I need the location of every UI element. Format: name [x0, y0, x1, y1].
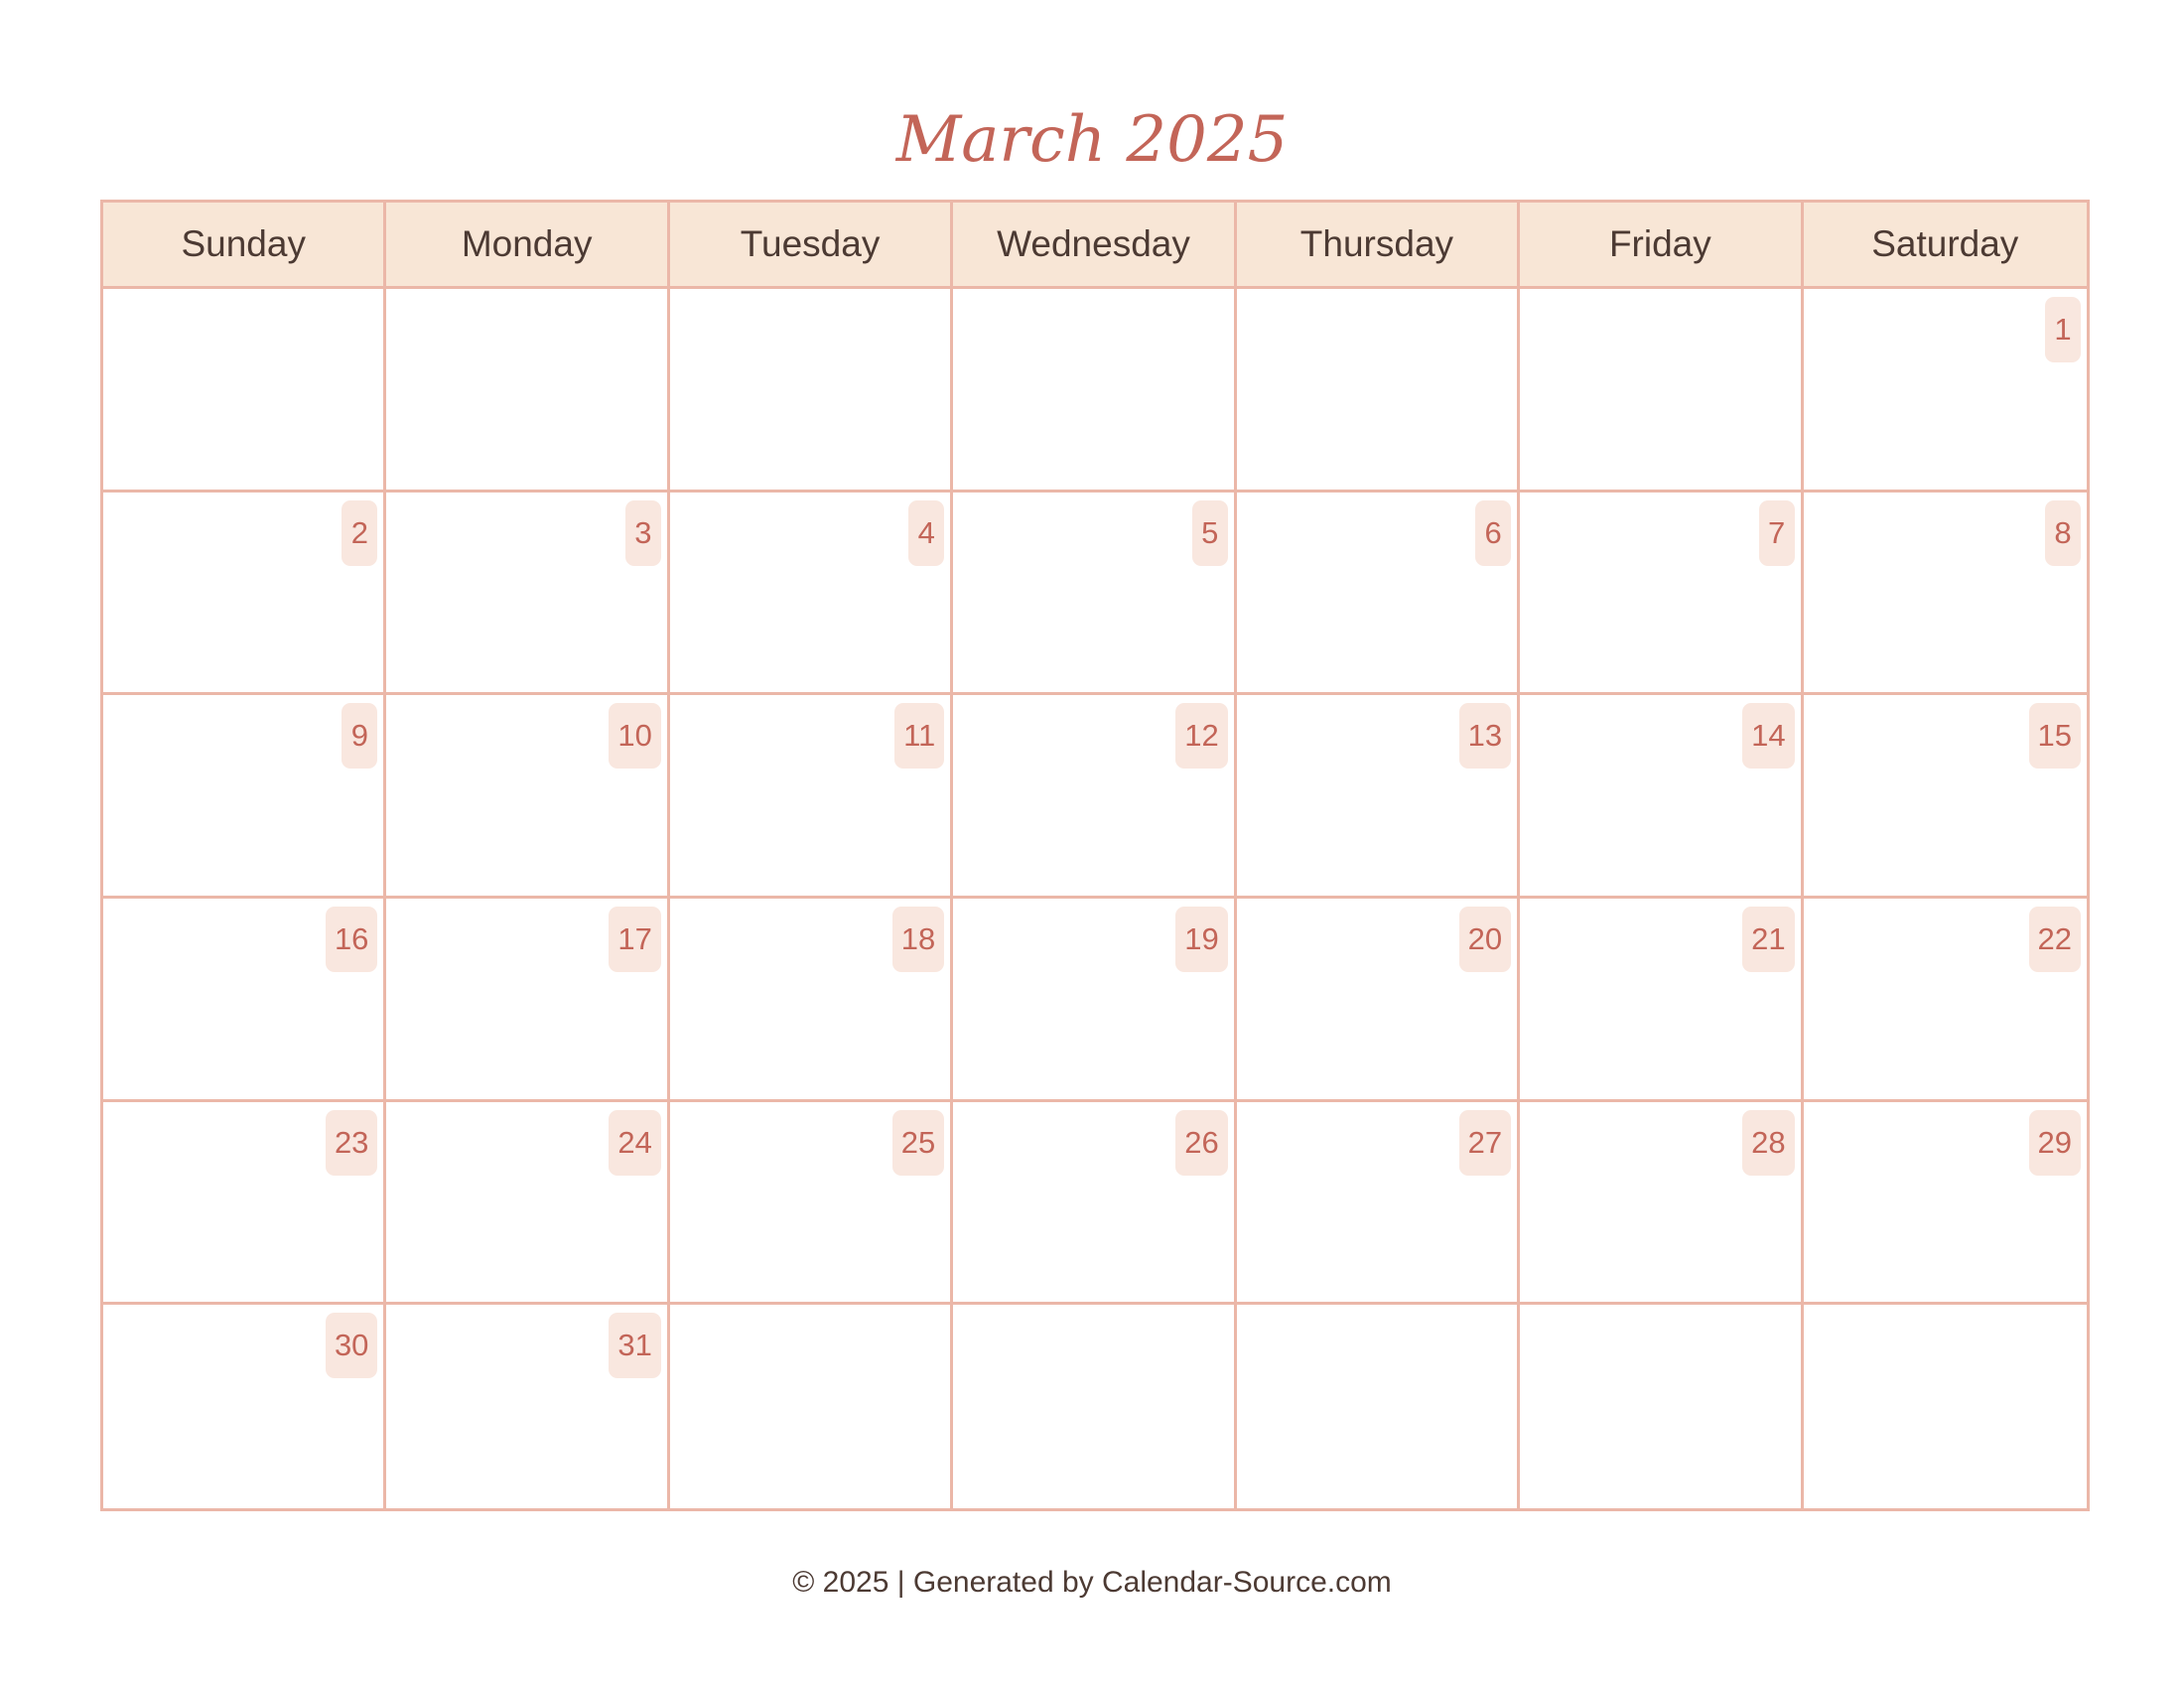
day-cell	[1520, 492, 1803, 696]
day-cell	[1520, 695, 1803, 899]
day-cell	[1520, 1102, 1803, 1306]
day-cell	[1237, 289, 1520, 492]
day-cell	[1237, 1102, 1520, 1306]
date-number-badge: 2	[341, 500, 377, 566]
day-cell	[953, 289, 1236, 492]
date-number-badge: 5	[1192, 500, 1228, 566]
day-cell	[386, 899, 669, 1102]
day-cell	[1237, 1305, 1520, 1508]
day-cell	[1520, 289, 1803, 492]
date-number-badge: 1	[2045, 297, 2081, 362]
weekday-header-thursday: Thursday	[1237, 203, 1520, 289]
day-cell	[1804, 492, 2087, 696]
date-number-badge: 16	[326, 907, 377, 972]
day-cell	[103, 1102, 386, 1306]
day-cell	[953, 492, 1236, 696]
date-number-badge: 22	[2029, 907, 2081, 972]
day-cell	[953, 1305, 1236, 1508]
date-number-badge: 15	[2029, 703, 2081, 769]
date-number-badge: 28	[1742, 1110, 1794, 1176]
day-cell	[386, 289, 669, 492]
day-cell	[1237, 492, 1520, 696]
day-cell	[1520, 899, 1803, 1102]
day-cell	[103, 492, 386, 696]
date-number-badge: 17	[609, 907, 660, 972]
date-number-badge: 3	[625, 500, 661, 566]
day-cell	[1237, 899, 1520, 1102]
date-number-badge: 11	[894, 703, 944, 769]
day-cell	[1804, 1102, 2087, 1306]
day-cell	[670, 695, 953, 899]
weekday-header-wednesday: Wednesday	[953, 203, 1236, 289]
day-cell	[103, 289, 386, 492]
day-cell	[386, 695, 669, 899]
date-number-badge: 19	[1175, 907, 1227, 972]
day-cell	[1804, 1305, 2087, 1508]
weekday-header-tuesday: Tuesday	[670, 203, 953, 289]
day-cell	[670, 492, 953, 696]
calendar-title: March 2025	[895, 103, 1289, 177]
day-cell	[670, 899, 953, 1102]
calendar-grid	[100, 200, 2090, 1511]
day-cell	[953, 1102, 1236, 1306]
day-cell	[953, 899, 1236, 1102]
date-number-badge: 12	[1175, 703, 1227, 769]
date-number-badge: 7	[1759, 500, 1795, 566]
footer-credit: © 2025 | Generated by Calendar-Source.com	[792, 1566, 1392, 1599]
date-number-badge: 8	[2045, 500, 2081, 566]
weekday-header-friday: Friday	[1520, 203, 1803, 289]
weekday-header-monday: Monday	[386, 203, 669, 289]
date-number-badge: 23	[326, 1110, 377, 1176]
day-cell	[386, 1305, 669, 1508]
day-cell	[953, 695, 1236, 899]
date-number-badge: 31	[609, 1313, 660, 1378]
date-number-badge: 27	[1459, 1110, 1511, 1176]
date-number-badge: 10	[609, 703, 660, 769]
day-cell	[386, 492, 669, 696]
date-number-badge: 25	[892, 1110, 944, 1176]
date-number-badge: 4	[908, 500, 944, 566]
date-number-badge: 9	[341, 703, 377, 769]
date-number-badge: 20	[1459, 907, 1511, 972]
day-cell	[670, 1305, 953, 1508]
day-cell	[1804, 695, 2087, 899]
date-number-badge: 18	[892, 907, 944, 972]
day-cell	[386, 1102, 669, 1306]
date-number-badge: 30	[326, 1313, 377, 1378]
date-number-badge: 29	[2029, 1110, 2081, 1176]
day-cell	[1237, 695, 1520, 899]
date-number-badge: 21	[1742, 907, 1794, 972]
day-cell	[103, 899, 386, 1102]
date-number-badge: 24	[609, 1110, 660, 1176]
date-number-badge: 14	[1742, 703, 1794, 769]
day-cell	[670, 289, 953, 492]
day-cell	[1804, 289, 2087, 492]
day-cell	[1804, 899, 2087, 1102]
day-cell	[103, 695, 386, 899]
date-number-badge: 6	[1475, 500, 1511, 566]
day-cell	[670, 1102, 953, 1306]
weekday-header-sunday: Sunday	[103, 203, 386, 289]
day-cell	[1520, 1305, 1803, 1508]
weekday-header-saturday: Saturday	[1804, 203, 2087, 289]
date-number-badge: 13	[1459, 703, 1511, 769]
date-number-badge: 26	[1175, 1110, 1227, 1176]
day-cell	[103, 1305, 386, 1508]
